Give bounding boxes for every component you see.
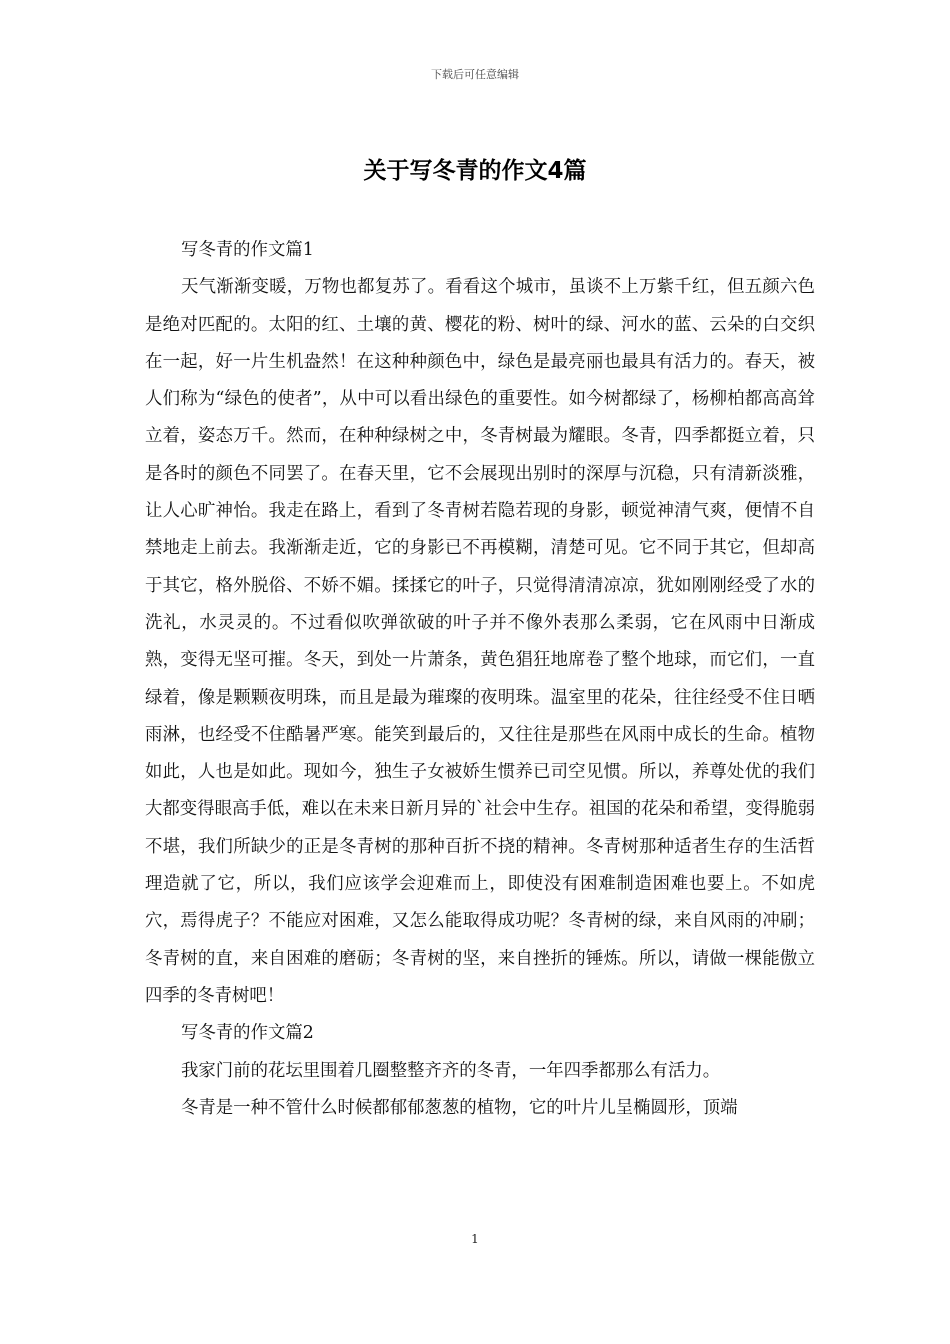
section-heading-1: 写冬青的作文篇1 xyxy=(181,240,314,260)
document-title: 关于写冬青的作文4篇 xyxy=(363,158,587,184)
section-1-paragraph-1: 天气渐渐变暖，万物也都复苏了。看看这个城市，虽谈不上万紫千红，但五颜六色是绝对匹配的。太阳的红、土壤的黄、樱花的粉、树叶的绿、河水的蓝、云朵的白交织在一起，好一片生机盎然！在这种种颜色中，绿色是最亮丽也最具有活力的。春天，被人们称为“绿色的使者”，从中可以看出绿色的重要性。如今树都绿了，杨柳柏都高高耸立着，姿态万千。然而，在种种绿树之中，冬青树最为耀眼。冬青，四季都挺立着，只是各时的颜色不同罢了。在春天里，它不会展现出别时的深厚与沉稳，只有清新淡雅，让人心旷神怡。我走在路上，看到了冬青树若隐若现的身影，顿觉神清气爽，便情不自禁地走上前去。我渐渐走近，它的身影已不再模糊，清楚可见。它不同于其它，但却高于其它，格外脱俗、不娇不媚。揉揉它的叶子，只觉得清清凉凉，犹如刚刚经受了水的洗礼，水灵灵的。不过看似吹弹欲破的叶子并不像外表那么柔弱，它在风雨中日渐成熟，变得无坚可摧。冬天，到处一片萧条，黄色猖狂地席卷了整个地球，而它们，一直绿着，像是颗颗夜明珠，而且是最为璀璨的夜明珠。温室里的花朵，往往经受不住日晒雨淋，也经受不住酷暑严寒。能笑到最后的，又往往是那些在风雨中成长的生命。植物如此，人也是如此。现如今，独生子女被娇生惯养已司空见惯。所以，养尊处优的我们大都变得眼高手低，难以在未来日新月异的`社会中生存。祖国的花朵和希望，变得脆弱不堪，我们所缺少的正是冬青树的那种百折不挠的精神。冬青树那种适者生存的生活哲理造就了它，所以，我们应该学会迎难而上，即使没有困难制造困难也要上。不如虎穴，焉得虎子？不能应对困难，又怎么能取得成功呢？冬青树的绿，来自风雨的冲刷；冬青树的直，来自困难的磨砺；冬青树的坚，来自挫折的锤炼。所以，请做一棵能傲立四季的冬青树吧！ xyxy=(145,277,815,1006)
document-body xyxy=(145,232,815,1127)
section-2-paragraph-1: 我家门前的花坛里围着几圈整整齐齐的冬青，一年四季都那么有活力。 xyxy=(181,1060,721,1081)
page-number: 1 xyxy=(471,1232,479,1246)
section-heading-2: 写冬青的作文篇2 xyxy=(181,1023,314,1044)
header-note: 下载后可任意编辑 xyxy=(431,68,519,81)
section-2-paragraph-2: 冬青是一种不管什么时候都郁郁葱葱的植物，它的叶片儿呈椭圆形，顶端 xyxy=(181,1097,738,1118)
